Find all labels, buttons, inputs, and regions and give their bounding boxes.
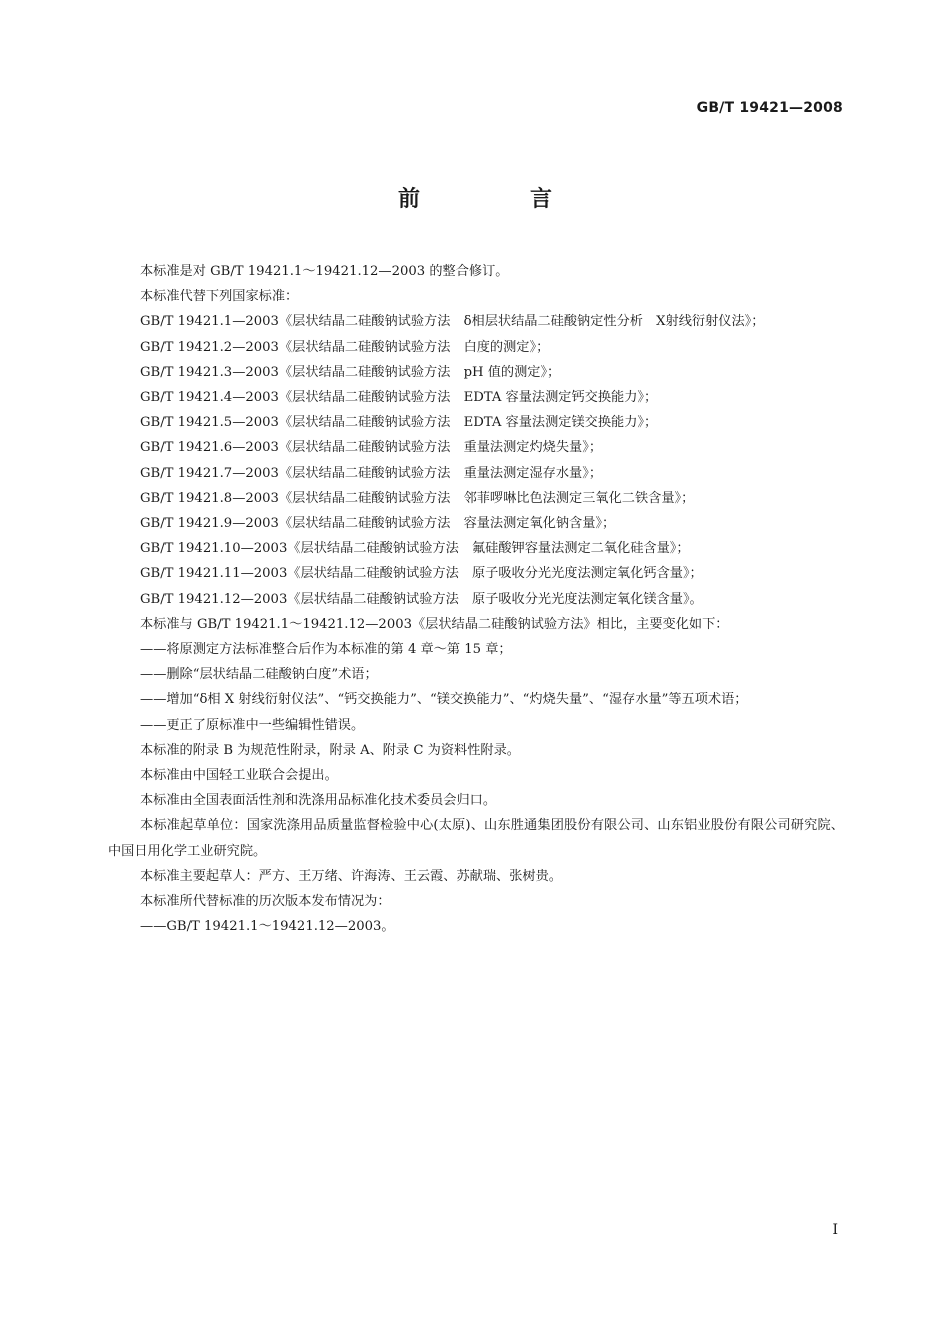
paragraph: GB/T 19421.1—2003《层状结晶二硅酸钠试验方法 δ相层状结晶二硅酸钠定性分析 X射线衍射仪法》； <box>140 314 765 330</box>
paragraph: GB/T 19421.2—2003《层状结晶二硅酸钠试验方法 白度的测定》； <box>140 339 550 355</box>
paragraph: GB/T 19421.7—2003《层状结晶二硅酸钠试验方法 重量法测定湿存水量》； <box>140 465 603 481</box>
paragraph: 本标准主要起草人：严方、王万绪、许海涛、王云霞、苏献瑞、张树贵。 <box>140 868 562 884</box>
paragraph: 本标准是对 GB/T 19421.1～19421.12—2003 的整合修订。 <box>140 264 509 279</box>
paragraph: 本标准所代替标准的历次版本发布情况为： <box>140 894 391 910</box>
paragraph: GB/T 19421.8—2003《层状结晶二硅酸钠试验方法 邻菲啰啉比色法测定三氧化二铁含量》； <box>140 490 695 506</box>
change-list-item: ——删除“层状结晶二硅酸钠白度”术语； <box>140 667 378 683</box>
paragraph: GB/T 19421.9—2003《层状结晶二硅酸钠试验方法 容量法测定氧化钠含量》； <box>140 516 616 532</box>
page-number: I <box>832 1222 838 1238</box>
change-list-item: ——增加“δ相 X 射线衍射仪法”、“钙交换能力”、“镁交换能力”、“灼烧失量”、“湿存水量”等五项术语； <box>140 692 748 708</box>
paragraph: 本标准与 GB/T 19421.1～19421.12—2003《层状结晶二硅酸钠试验方法》相比，主要变化如下： <box>140 616 729 632</box>
change-list-item: ——将原测定方法标准整合后作为本标准的第 4 章～第 15 章； <box>140 642 512 658</box>
paragraph: GB/T 19421.12—2003《层状结晶二硅酸钠试验方法 原子吸收分光光度法测定氧化镁含量》。 <box>140 591 703 607</box>
paragraph: GB/T 19421.5—2003《层状结晶二硅酸钠试验方法 EDTA 容量法测定镁交换能力》； <box>140 415 658 431</box>
paragraph: 本标准起草单位：国家洗涤用品质量监督检验中心(太原)、山东胜通集团股份有限公司、山东铝业股份有限公司研究院、中国日用化学工业研究院。 <box>108 818 844 859</box>
paragraph: 本标准的附录 B 为规范性附录，附录 A、附录 C 为资料性附录。 <box>140 742 520 758</box>
paragraph: GB/T 19421.11—2003《层状结晶二硅酸钠试验方法 原子吸收分光光度法测定氧化钙含量》； <box>140 566 703 582</box>
paragraph: 本标准代替下列国家标准： <box>140 289 299 305</box>
standard-code: GB/T 19421—2008 <box>696 100 843 116</box>
paragraph: GB/T 19421.4—2003《层状结晶二硅酸钠试验方法 EDTA 容量法测定钙交换能力》； <box>140 390 658 406</box>
paragraph: GB/T 19421.6—2003《层状结晶二硅酸钠试验方法 重量法测定灼烧失量》； <box>140 440 603 456</box>
history-list-item: ——GB/T 19421.1～19421.12—2003。 <box>140 919 395 935</box>
page-title: 前 言 <box>397 187 596 212</box>
paragraph: GB/T 19421.10—2003《层状结晶二硅酸钠试验方法 氟硅酸钾容量法测定二氧化硅含量》； <box>140 541 690 557</box>
paragraph: 本标准由全国表面活性剂和洗涤用品标准化技术委员会归口。 <box>140 793 497 809</box>
paragraph: GB/T 19421.3—2003《层状结晶二硅酸钠试验方法 pH 值的测定》； <box>140 364 561 380</box>
paragraph: 本标准由中国轻工业联合会提出。 <box>140 768 338 784</box>
document-body <box>108 259 844 939</box>
change-list-item: ——更正了原标准中一些编辑性错误。 <box>140 717 365 733</box>
